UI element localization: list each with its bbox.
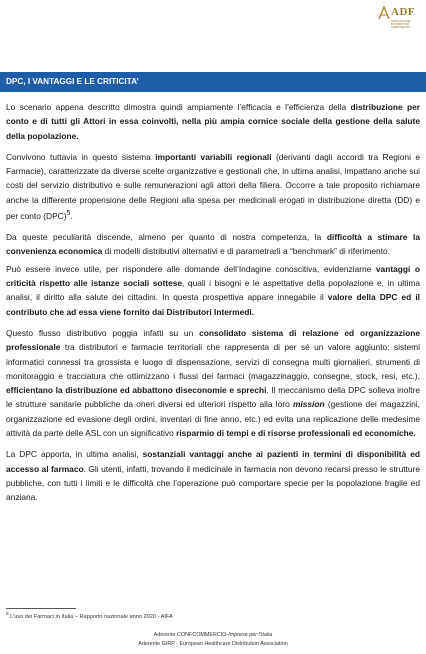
- footer-line-1-a: Aderente CONFCOMMERCIO-: [153, 632, 229, 638]
- paragraph-text: Questo flusso distributivo poggia infatti su un consolidato sistema di relazione ed organizzazione professionale tra distributori e farmacie territoriali che rappresenta di per sé un valore aggiunto: sistemi informatici connessi tra grossista e luogo di dispensazione, servizi di consegna multi giornalieri, strumenti di monitoraggio e tracciatura che ottimizzano i flussi dei farmaci (magazzinaggio, consegne, stock, resi, etc.), efficientano la distribuzione ed abbattono diseconomie e sprechi. Il meccanismo della DPC solleva inoltre le strutture sanitarie pubbliche da oneri diversi ed ulteriori rispetto alla loro: [6, 327, 421, 410]
- section-title: DPC, I VANTAGGI E LE CRITICITA’: [0, 72, 426, 92]
- footer-line-2: Aderente GIRP - European Healthcare Distribution Association: [138, 641, 288, 647]
- paragraph: [6, 100, 420, 143]
- footnote-ref: 5: [66, 210, 71, 218]
- paragraph-text: Da queste peculiarità discende, almeno per quanto di nostra competenza, la difficoltà a stimare la convenienza economica di modelli distributivi alternativi e di parametrarli a “benchmark” di riferimento.: [6, 232, 420, 257]
- logo-name: ADF: [391, 6, 416, 18]
- logo-line-2: DISTRIBUTORI: [391, 23, 410, 26]
- paragraph-text: Lo scenario appena descritto dimostra quindi ampiamente l’efficacia e l’efficienza della distribuzione per conto e di tutti gli Attori in essa coinvolti, nella più ampia cornice sociale della gestione della salute della popolazione.: [6, 102, 420, 141]
- footer-line-1: [0, 632, 426, 638]
- paragraph: [6, 230, 420, 259]
- paragraph: [6, 262, 420, 319]
- footnote-divider: [6, 608, 76, 609]
- paragraph-text: mission: [292, 399, 325, 410]
- footnote: [6, 611, 173, 620]
- paragraph-text: .: [70, 210, 73, 221]
- footer-line-1-b: Imprese per l’Italia: [228, 632, 273, 638]
- paragraph: [6, 326, 420, 440]
- paragraph-text: La DPC apporta, in ultima analisi, sostanziali vantaggi anche ai pazienti in termini di disponibilità ed accesso al farmaco. Gli utenti, infatti, trovando il medicinale in farmacia non devono recarsi presso le strutture pubbliche, con tutti i limiti e le difficoltà che l’operazione può comportare specie per la popolazione fragile ed anziana.: [6, 449, 421, 503]
- adf-logo: [377, 5, 417, 45]
- paragraph-text: Può essere invece utile, per rispondere alle domande dell’Indagine conoscitiva, evidenziarne vantaggi o criticità rispetto alle istanze sociali sottese, quali i bisogni e le aspettative della popolazione e, in ultima analisi, il diritto alla salute dei cittadini. In questa prospettiva appare innegabile il valore della DPC ed il contributo che ad essa viene fornito dai Distributori Intermedi.: [6, 263, 420, 317]
- paragraph: [6, 447, 420, 504]
- adf-logo-mark-icon: [377, 5, 391, 21]
- document-body: [6, 100, 420, 512]
- logo-line-3: FARMACEUTICI: [391, 26, 411, 29]
- footnote-mark: 5: [6, 611, 9, 616]
- footnote-text: L’uso dei Farmaci in Italia – Rapporto nazionale anno 2020 - AIFA: [8, 613, 173, 620]
- paragraph-text: (gestione dei magazzini, organizzazione ed evasione degli ordini, inventari di fine anno, etc.) ed evita una replicazione delle medesime attività da parte delle ASL con un significativo risparmio di tempi e di risorse professionali ed economiche.: [6, 399, 420, 439]
- paragraph-text: Convivono tuttavia in questo sistema importanti variabili regionali (derivanti dagli accordi tra Regioni e Farmacie), caratterizzate da diverse scelte organizzative e gestionali che, in ultima analisi, impattano anche sui costi del servizio distributivo e sulle remunerazioni agli attori della filiera. Occorre a tale proposito richiamare anche la differente propensione delle Regioni alla spesa per medicinali erogati in distribuzione diretta (DD) e per conto (DPC): [6, 151, 421, 221]
- logo-line-1: ASSOCIAZIONE: [391, 20, 411, 23]
- paragraph: [6, 150, 420, 223]
